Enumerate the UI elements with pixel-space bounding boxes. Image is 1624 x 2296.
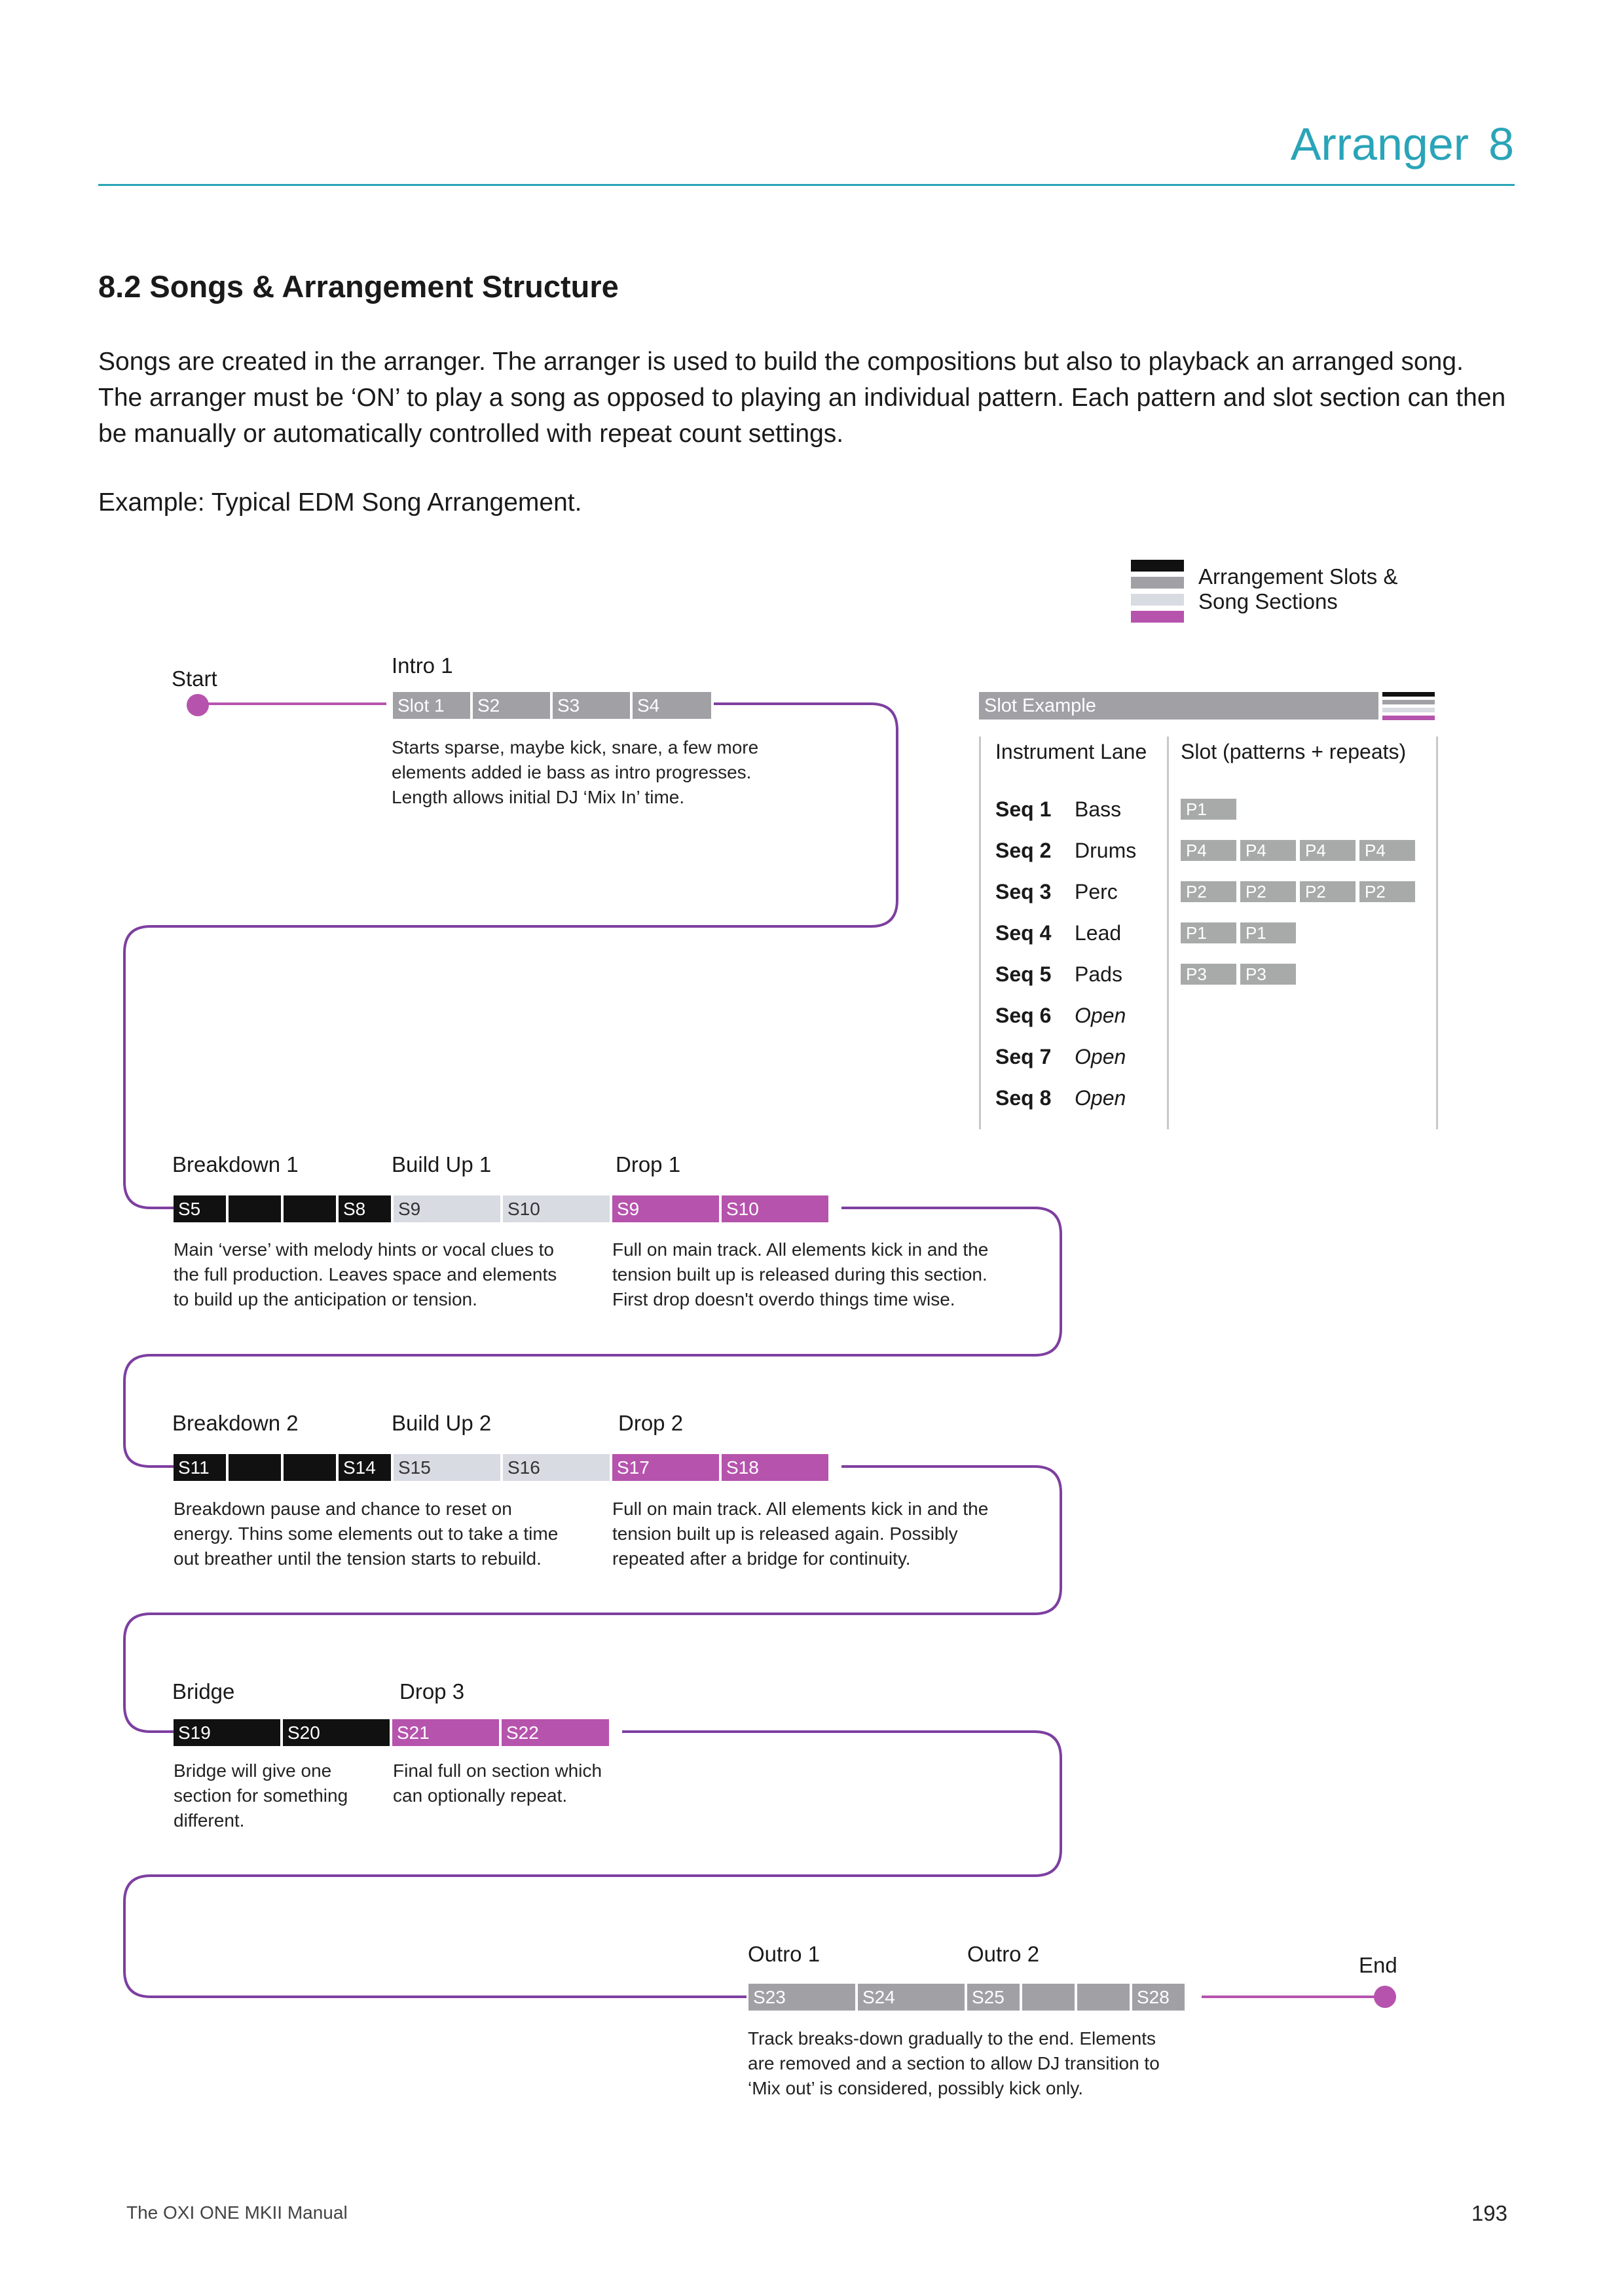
slot-s9-drop: S9 <box>612 1195 719 1222</box>
slot-blank-4 <box>284 1454 336 1481</box>
slot-example-border-right <box>1436 737 1438 1129</box>
slot-blank-2 <box>284 1195 336 1222</box>
breakdown2-label: Breakdown 2 <box>172 1411 299 1435</box>
bridge-desc-line2: section for something <box>174 1785 348 1806</box>
slot-intro-3: S3 <box>553 692 630 719</box>
outro-description <box>748 2026 1160 2101</box>
drop3-description <box>393 1758 602 1808</box>
seq2-pattern-2: P4 <box>1240 840 1296 861</box>
start-node <box>187 694 209 716</box>
slot-example-col1-header: Instrument Lane <box>995 740 1147 763</box>
seq6-instrument: Open <box>1075 1004 1126 1027</box>
bridge-label: Bridge <box>172 1679 235 1704</box>
seq7-instrument: Open <box>1075 1045 1126 1068</box>
legend-label <box>1198 564 1397 614</box>
breakdown2-description <box>174 1497 558 1571</box>
seq8-instrument: Open <box>1075 1086 1126 1110</box>
outro-desc-line3: ‘Mix out’ is considered, possibly kick only. <box>748 2078 1083 2098</box>
outro2-label: Outro 2 <box>967 1942 1040 1966</box>
drop3-desc-line2: can optionally repeat. <box>393 1785 568 1806</box>
outro-desc-line1: Track breaks-down gradually to the end. Elements <box>748 2028 1156 2049</box>
slot-s28: S28 <box>1132 1984 1185 2011</box>
slot-intro-4: S4 <box>633 692 711 719</box>
breakdown1-desc-line1: Main ‘verse’ with melody hints or vocal clues to <box>174 1239 554 1260</box>
seq3-pattern-1: P2 <box>1181 881 1236 902</box>
breakdown1-label: Breakdown 1 <box>172 1152 299 1176</box>
seq8-name: Seq 8 <box>995 1086 1052 1110</box>
buildup2-label: Build Up 2 <box>392 1411 492 1435</box>
chapter-number: 8 <box>1488 118 1514 170</box>
drop1-label: Drop 1 <box>616 1152 681 1176</box>
breakdown1-desc-line2: the full production. Leaves space and elements <box>174 1264 557 1285</box>
seq1-pattern-1: P1 <box>1181 799 1236 820</box>
breakdown1-description <box>174 1237 557 1312</box>
slot-example-swatch-black <box>1382 692 1435 697</box>
bridge-desc-line3: different. <box>174 1810 245 1831</box>
start-label: Start <box>172 666 217 691</box>
seq5-instrument: Pads <box>1075 962 1122 986</box>
slot-blank-3 <box>229 1454 281 1481</box>
slot-example-swatch-light <box>1382 708 1435 712</box>
drop1-description <box>612 1237 988 1312</box>
seq3-pattern-3: P2 <box>1300 881 1356 902</box>
seq2-name: Seq 2 <box>995 839 1052 862</box>
slot-s20: S20 <box>283 1719 390 1746</box>
slot-s5: S5 <box>174 1195 226 1222</box>
slot-s19: S19 <box>174 1719 280 1746</box>
seq3-pattern-2: P2 <box>1240 881 1296 902</box>
bridge-desc-line1: Bridge will give one <box>174 1760 332 1781</box>
slot-s23: S23 <box>748 1984 855 2011</box>
intro-label: Intro 1 <box>392 653 453 678</box>
slot-s10-drop: S10 <box>722 1195 828 1222</box>
drop2-label: Drop 2 <box>618 1411 684 1435</box>
slot-s18: S18 <box>722 1454 828 1481</box>
slot-s9-buildup: S9 <box>394 1195 500 1222</box>
intro-desc-line2: elements added ie bass as intro progresses. <box>392 762 752 782</box>
seq2-pattern-4: P4 <box>1359 840 1415 861</box>
intro-description <box>392 735 758 810</box>
slot-intro-2: S2 <box>473 692 550 719</box>
legend-swatch-pink <box>1131 611 1184 623</box>
slot-s16: S16 <box>503 1454 610 1481</box>
drop2-desc-line2: tension built up is released again. Possibly <box>612 1523 958 1544</box>
seq3-pattern-4: P2 <box>1359 881 1415 902</box>
slot-blank-1 <box>229 1195 281 1222</box>
breakdown2-desc-line3: out breather until the tension starts to rebuild. <box>174 1548 542 1569</box>
intro-paragraph: Songs are created in the arranger. The arranger is used to build the compositions but also to playback an arranged song. The arranger must be ‘ON’ to play a song as opposed to playing an individual pattern. Each pattern and slot section can then be manually or automatically controlled with repeat count settings. <box>98 348 1506 448</box>
breakdown1-desc-line3: to build up the anticipation or tension. <box>174 1289 477 1309</box>
seq2-instrument: Drums <box>1075 839 1137 862</box>
bridge-description <box>174 1758 348 1833</box>
chapter-title: Arranger <box>1290 118 1469 170</box>
seq5-pattern-2: P3 <box>1240 964 1296 985</box>
slot-s21: S21 <box>392 1719 499 1746</box>
seq3-instrument: Perc <box>1075 880 1118 903</box>
drop2-desc-line3: repeated after a bridge for continuity. <box>612 1548 911 1569</box>
drop1-desc-line2: tension built up is released during this section. <box>612 1264 987 1285</box>
end-node <box>1374 1986 1396 2008</box>
footer-page-number: 193 <box>1471 2201 1507 2225</box>
seq3-name: Seq 3 <box>995 880 1052 903</box>
seq4-name: Seq 4 <box>995 921 1052 945</box>
seq4-pattern-2: P1 <box>1240 922 1296 943</box>
slot-s17: S17 <box>612 1454 719 1481</box>
example-caption: Example: Typical EDM Song Arrangement. <box>98 488 582 517</box>
end-label: End <box>1359 1953 1397 1977</box>
drop2-description <box>612 1497 988 1571</box>
drop1-desc-line1: Full on main track. All elements kick in and the <box>612 1239 989 1260</box>
drop3-desc-line1: Final full on section which <box>393 1760 602 1781</box>
slot-example-col2-header: Slot (patterns + repeats) <box>1181 740 1407 763</box>
buildup1-label: Build Up 1 <box>392 1152 492 1176</box>
seq6-name: Seq 6 <box>995 1004 1052 1027</box>
slot-s22: S22 <box>502 1719 609 1746</box>
slot-s11: S11 <box>174 1454 226 1481</box>
legend-swatch-black <box>1131 560 1184 572</box>
legend-swatches <box>1131 560 1184 623</box>
slot-example-swatches <box>1382 692 1435 720</box>
breakdown2-desc-line2: energy. Thins some elements out to take a time <box>174 1523 559 1544</box>
outro-desc-line2: are removed and a section to allow DJ transition to <box>748 2053 1160 2073</box>
slot-s25: S25 <box>967 1984 1020 2011</box>
seq4-pattern-1: P1 <box>1181 922 1236 943</box>
seq1-instrument: Bass <box>1075 797 1122 821</box>
slot-s10-buildup: S10 <box>503 1195 610 1222</box>
slot-s24: S24 <box>858 1984 965 2011</box>
slot-example-title: Slot Example <box>979 692 1378 720</box>
slot-s8: S8 <box>339 1195 391 1222</box>
intro-desc-line3: Length allows initial DJ ‘Mix In’ time. <box>392 787 685 807</box>
seq1-name: Seq 1 <box>995 797 1052 821</box>
slot-intro-1: Slot 1 <box>393 692 470 719</box>
slot-s15: S15 <box>394 1454 500 1481</box>
drop3-label: Drop 3 <box>399 1679 465 1704</box>
outro1-label: Outro 1 <box>748 1942 821 1966</box>
seq5-name: Seq 5 <box>995 962 1052 986</box>
seq5-pattern-1: P3 <box>1181 964 1236 985</box>
section-heading: 8.2 Songs & Arrangement Structure <box>98 269 619 304</box>
footer-manual-title: The OXI ONE MKII Manual <box>126 2202 348 2223</box>
legend-label-line1: Arrangement Slots & <box>1198 564 1398 589</box>
slot-example-border-left <box>979 737 981 1129</box>
seq4-instrument: Lead <box>1075 921 1122 945</box>
seq2-pattern-3: P4 <box>1300 840 1356 861</box>
drop2-desc-line1: Full on main track. All elements kick in and the <box>612 1499 989 1519</box>
seq2-pattern-1: P4 <box>1181 840 1236 861</box>
slot-blank-6 <box>1077 1984 1130 2011</box>
breakdown2-desc-line1: Breakdown pause and chance to reset on <box>174 1499 512 1519</box>
legend-label-line2: Song Sections <box>1198 589 1338 613</box>
legend-swatch-light <box>1131 594 1184 606</box>
slot-example-divider <box>1167 737 1169 1129</box>
slot-s14: S14 <box>339 1454 391 1481</box>
seq7-name: Seq 7 <box>995 1045 1052 1068</box>
intro-desc-line1: Starts sparse, maybe kick, snare, a few more <box>392 737 759 757</box>
slot-blank-5 <box>1022 1984 1075 2011</box>
slot-example-swatch-grey <box>1382 700 1435 704</box>
legend-swatch-grey <box>1131 577 1184 589</box>
slot-example-swatch-pink <box>1382 716 1435 720</box>
drop1-desc-line3: First drop doesn't overdo things time wise. <box>612 1289 955 1309</box>
